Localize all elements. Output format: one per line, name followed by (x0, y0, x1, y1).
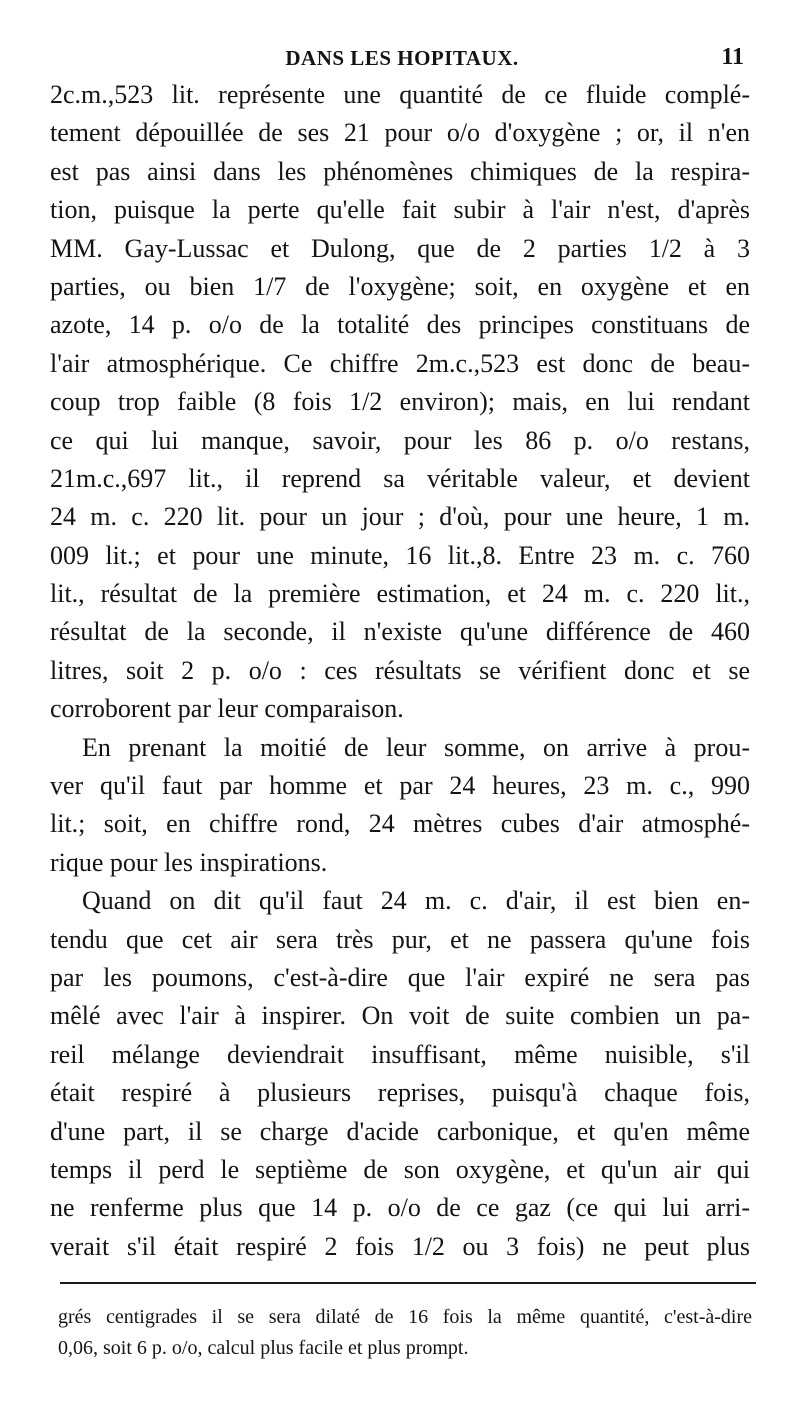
text-line: l'air atmosphérique. Ce chiffre 2m.c.,523 est donc de beau- (50, 348, 750, 378)
page-number: 11 (721, 44, 744, 70)
text-line: azote, 14 p. o/o de la totalité des principes constituans de (50, 310, 750, 340)
text-line: tendu que cet air sera très pur, et ne passera qu'une fois (50, 924, 750, 954)
text-line: tement dépouillée de ses 21 pour o/o d'oxygène ; or, il n'en (50, 118, 750, 148)
text-line: 009 lit.; et pour une minute, 16 lit.,8. Entre 23 m. c. 760 (50, 540, 750, 570)
text-line: mêlé avec l'air à inspirer. On voit de suite combien un pa- (50, 1001, 750, 1031)
text-line: corroborent par leur comparaison. (50, 694, 404, 724)
text-line: ce qui lui manque, savoir, pour les 86 p. o/o restans, (50, 425, 750, 455)
paragraph-1 (50, 76, 750, 729)
text-line: litres, soit 2 p. o/o : ces résultats se vérifient donc et se (50, 655, 750, 685)
text-line: MM. Gay-Lussac et Dulong, que de 2 parties 1/2 à 3 (50, 233, 750, 263)
footnote (58, 1302, 752, 1364)
running-title: DANS LES HOPITAUX. (285, 46, 519, 70)
text-line: verait s'il était respiré 2 fois 1/2 ou 3 fois) ne peut plus (50, 1231, 750, 1261)
text-line: ver qu'il faut par homme et par 24 heures, 23 m. c., 990 (50, 771, 750, 801)
footnote-line: grés centigrades il se sera dilaté de 16 fois la même quantité, c'est-à-dire (58, 1306, 752, 1328)
footnote-line: 0,06, soit 6 p. o/o, calcul plus facile et plus prompt. (58, 1337, 469, 1359)
text-line: résultat de la seconde, il n'existe qu'une différence de 460 (50, 617, 750, 647)
text-line: 21m.c.,697 lit., il reprend sa véritable valeur, et devient (50, 463, 750, 493)
text-line: d'une part, il se charge d'acide carbonique, et qu'en même (50, 1116, 750, 1146)
paragraph-3 (50, 882, 750, 1266)
text-line: était respiré à plusieurs reprises, puisqu'à chaque fois, (50, 1078, 750, 1108)
body-text (50, 76, 750, 1266)
text-line: par les poumons, c'est-à-dire que l'air expiré ne sera pas (50, 962, 750, 992)
text-line: lit., résultat de la première estimation, et 24 m. c. 220 lit., (50, 579, 750, 609)
text-line: Quand on dit qu'il faut 24 m. c. d'air, il est bien en- (82, 886, 750, 916)
text-line: coup trop faible (8 fois 1/2 environ); mais, en lui rendant (50, 387, 750, 417)
text-line: parties, ou bien 1/7 de l'oxygène; soit, en oxygène et en (50, 271, 750, 301)
text-line: 2c.m.,523 lit. représente une quantité de ce fluide complé- (50, 80, 750, 109)
text-line: est pas ainsi dans les phénomènes chimiques de la respira- (50, 156, 750, 186)
text-line: temps il perd le septième de son oxygène, et qu'un air qui (50, 1154, 750, 1184)
text-line: 24 m. c. 220 lit. pour un jour ; d'où, pour une heure, 1 m. (50, 502, 750, 532)
text-line: rique pour les inspirations. (50, 847, 328, 877)
paragraph-2 (50, 729, 750, 883)
text-line: tion, puisque la perte qu'elle fait subir à l'air n'est, d'après (50, 195, 750, 225)
text-line: ne renferme plus que 14 p. o/o de ce gaz (ce qui lui arri- (50, 1193, 750, 1223)
running-head (52, 40, 752, 72)
text-line: reil mélange deviendrait insuffisant, même nuisible, s'il (50, 1039, 750, 1069)
text-line: En prenant la moitié de leur somme, on arrive à prou- (82, 732, 750, 762)
text-line: lit.; soit, en chiffre rond, 24 mètres cubes d'air atmosphé- (50, 809, 750, 839)
footnote-rule (60, 1282, 756, 1284)
